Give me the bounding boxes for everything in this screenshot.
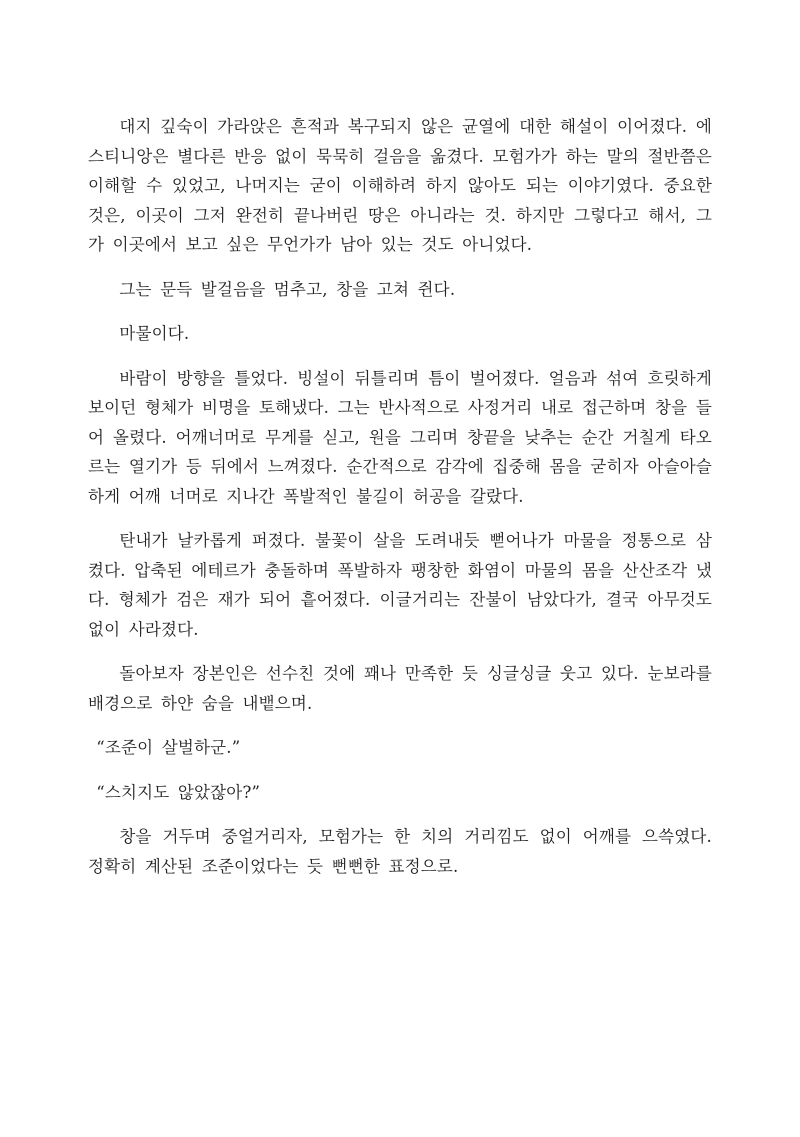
- paragraph-3: 마물이다.: [119, 324, 190, 343]
- paragraph-1: 대지 깊숙이 가라앉은 흔적과 복구되지 않은 균열에 대한 해설이 이어졌다. 에스티니앙은 별다른 반응 없이 묵묵히 걸음을 옮겼다. 모험가가 하는 말의 절반쯤은 이해할 수 있었고, 나머지는 굳이 이해하려 하지 않아도 되는 이야기였다. 중요한 것은, 이곳이 그저 완전히 끝나버린 땅은 아니라는 것. 하지만 그렇다고 해서, 그가 이곳에서 보고 싶은 무언가가 남아 있는 것도 아니었다.: [88, 117, 712, 254]
- dialogue-line-2: “스치지도 않았잖아?”: [96, 782, 261, 802]
- paragraph-7: 창을 거두며 중얼거리자, 모험가는 한 치의 거리낌도 없이 어깨를 으쓱였다. 정확히 계산된 조준이었다는 듯 뻔뻔한 표정으로.: [88, 827, 712, 876]
- paragraph-2: 그는 문득 발걸음을 멈추고, 창을 고쳐 쥔다.: [119, 279, 456, 299]
- paragraph-5: 탄내가 날카롭게 퍼졌다. 불꽃이 살을 도려내듯 뻗어나가 마물을 정통으로 삼켰다. 압축된 에테르가 충돌하며 폭발하자 팽창한 화염이 마물의 몸을 산산조각 냈다. 형체가 검은 재가 되어 흩어졌다. 이글거리는 잔불이 남았다가, 결국 아무것도 없이 사라졌다.: [88, 531, 712, 639]
- paragraph-4: 바람이 방향을 틀었다. 빙설이 뒤틀리며 틈이 벌어졌다. 얼음과 섞여 흐릿하게 보이던 형체가 비명을 토해냈다. 그는 반사적으로 사정거리 내로 접근하며 창을 들어 올렸다. 어깨너머로 무게를 싣고, 원을 그리며 창끝을 낮추는 순간 거칠게 타오르는 열기가 등 뒤에서 느껴졌다. 순간적으로 감각에 집중해 몸을 굳히자 아슬아슬하게 어깨 너머로 지나간 폭발적인 불길이 허공을 갈랐다.: [88, 368, 712, 506]
- paragraph-6: 돌아보자 장본인은 선수친 것에 꽤나 만족한 듯 싱글싱글 웃고 있다. 눈보라를 배경으로 하얀 숨을 내뱉으며.: [88, 664, 712, 713]
- dialogue-line-1: “조준이 살벌하군.”: [96, 738, 241, 757]
- document-page: [88, 112, 712, 896]
